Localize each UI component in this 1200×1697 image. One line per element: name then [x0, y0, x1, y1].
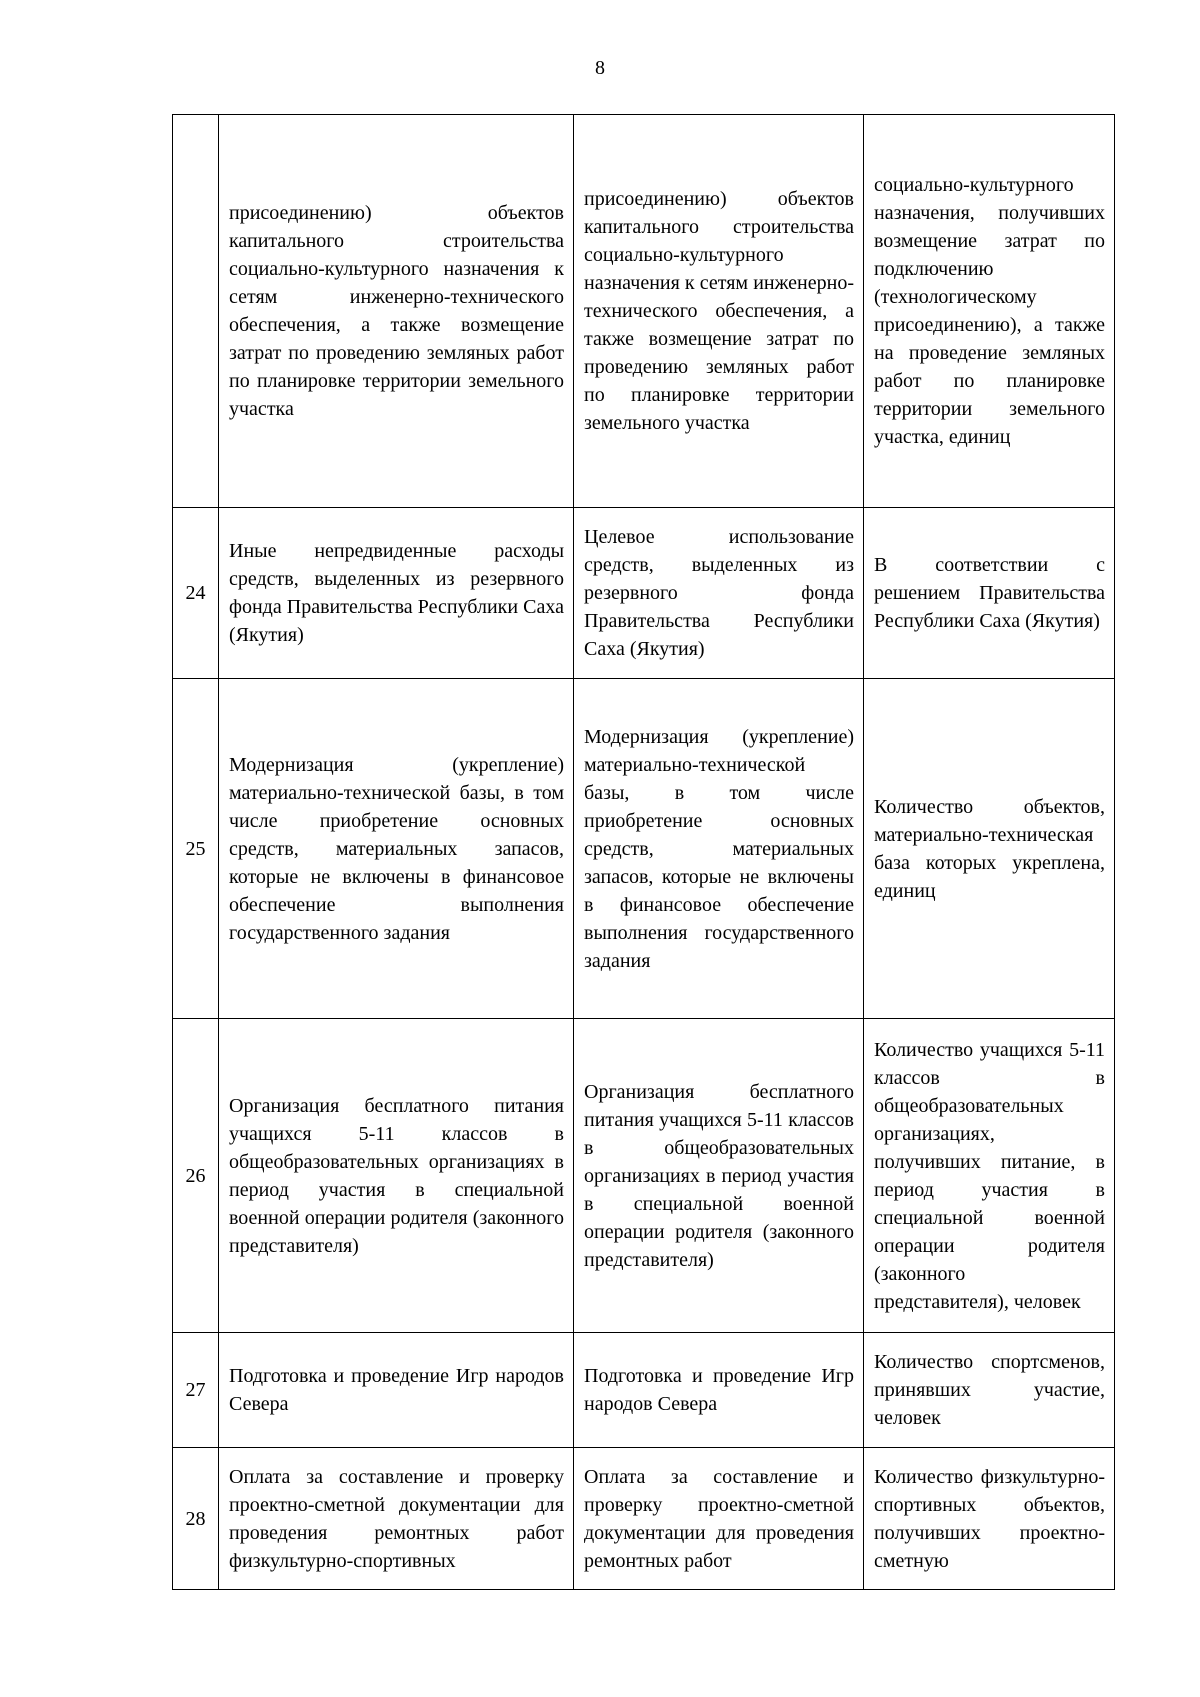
- event-purpose-cell: присоединению) объектов капитального строительства социально-культурного назначения к сетям инженерно-технического обеспечения, а также возмещение затрат по проведению земляных работ по планировке территории земельного участка: [574, 115, 864, 508]
- row-number-cell: [173, 115, 219, 508]
- indicator-cell: В соответствии с решением Правительства Республики Саха (Якутия): [864, 508, 1115, 679]
- indicator-cell: Количество физкультурно-спортивных объектов, получивших проектно-сметную: [864, 1448, 1115, 1590]
- row-number-cell: 24: [173, 508, 219, 679]
- table-row: [173, 1333, 1115, 1448]
- event-name-cell: Оплата за составление и проверку проектно-сметной документации для проведения ремонтных работ физкультурно-спортивных: [219, 1448, 574, 1590]
- event-name-cell: Иные непредвиденные расходы средств, выделенных из резервного фонда Правительства Республики Саха (Якутия): [219, 508, 574, 679]
- page-number: 8: [595, 57, 605, 79]
- event-purpose-cell: Организация бесплатного питания учащихся 5-11 классов в общеобразовательных организациях в период участия в специальной военной операции родителя (законного представителя): [574, 1019, 864, 1333]
- event-purpose-cell: Модернизация (укрепление) материально-технической базы, в том числе приобретение основных средств, материальных запасов, которые не включены в финансовое обеспечение выполнения государственного задания: [574, 679, 864, 1019]
- row-number-cell: 27: [173, 1333, 219, 1448]
- table-row: [173, 679, 1115, 1019]
- indicator-cell: социально-культурного назначения, получивших возмещение затрат по подключению (технологическому присоединению), а также на проведение земляных работ по планировке территории земельного участка, единиц: [864, 115, 1115, 508]
- indicator-cell: Количество объектов, материально-техническая база которых укреплена, единиц: [864, 679, 1115, 1019]
- row-number-cell: 25: [173, 679, 219, 1019]
- table-row: [173, 1019, 1115, 1333]
- indicator-cell: Количество учащихся 5-11 классов в общеобразовательных организациях, получивших питание, в период участия в специальной военной операции родителя (законного представителя), человек: [864, 1019, 1115, 1333]
- event-purpose-cell: Подготовка и проведение Игр народов Севера: [574, 1333, 864, 1448]
- event-name-cell: Подготовка и проведение Игр народов Севера: [219, 1333, 574, 1448]
- table-row: [173, 115, 1115, 508]
- indicator-cell: Количество спортсменов, принявших участие, человек: [864, 1333, 1115, 1448]
- table-row: [173, 508, 1115, 679]
- row-number-cell: 26: [173, 1019, 219, 1333]
- event-purpose-cell: Оплата за составление и проверку проектно-сметной документации для проведения ремонтных работ: [574, 1448, 864, 1590]
- event-purpose-cell: Целевое использование средств, выделенных из резервного фонда Правительства Республики Саха (Якутия): [574, 508, 864, 679]
- event-name-cell: присоединению) объектов капитального строительства социально-культурного назначения к сетям инженерно-технического обеспечения, а также возмещение затрат по проведению земляных работ по планировке территории земельного участка: [219, 115, 574, 508]
- table-row: [173, 1448, 1115, 1590]
- program-events-table: [172, 114, 1115, 1590]
- row-number-cell: 28: [173, 1448, 219, 1590]
- event-name-cell: Модернизация (укрепление) материально-технической базы, в том числе приобретение основных средств, материальных запасов, которые не включены в финансовое обеспечение выполнения государственного задания: [219, 679, 574, 1019]
- event-name-cell: Организация бесплатного питания учащихся 5-11 классов в общеобразовательных организациях в период участия в специальной военной операции родителя (законного представителя): [219, 1019, 574, 1333]
